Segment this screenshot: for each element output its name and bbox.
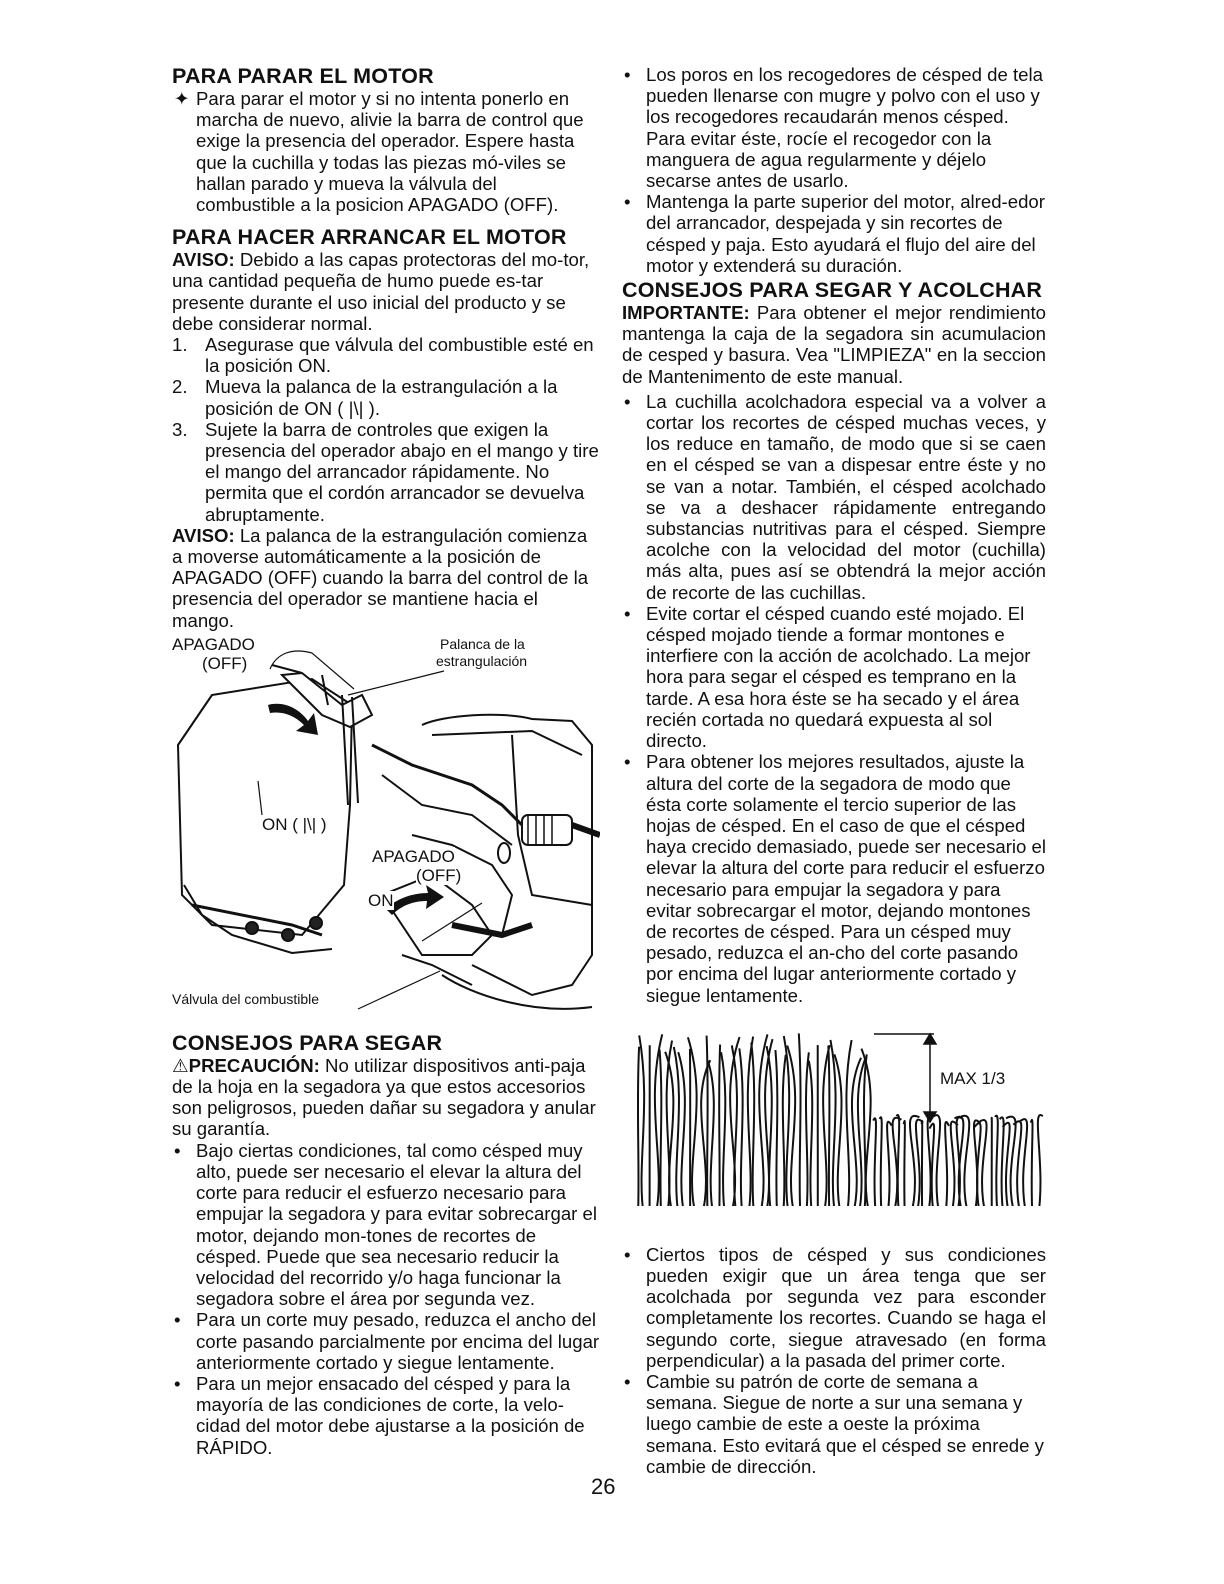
bullet-marker: • [624,1243,631,1265]
label-choke-lever-2: estrangulación [436,652,528,669]
max-third-label: MAX 1/3 [940,1068,1006,1088]
mowing-bullet-1: • Bajo ciertas condiciones, tal como césped muy alto, puede ser necesario el elevar la altura del corte para reducir el esfuerzo necesario para empujar la segadora y para evitar sobrecargar el motor, dejando mon-tones de recortes de césped. Puede que sea necesario reducir la velocidad del recorrido y/o haga funcionar la segadora sobre el área por segunda vez. [174,1139,598,1310]
grass-blade [799,1033,801,1216]
choke-lever-figure [172,635,600,1027]
grass-blade [751,1042,754,1215]
mowing-bullet-3: • Para un mejor ensacado del césped y para la mayoría de las condiciones de corte, la velo-cidad del motor debe ajustarse a la posición de RÁPIDO. [174,1372,585,1458]
grass-illustration [634,1026,1044,1222]
grass-blade [678,1052,685,1216]
label-apagado-top: APAGADO [172,634,255,654]
extra-bullet-1: • Ciertos tipos de césped y sus condiciones pueden exigir que un área tenga que ser acolchada por segunda vez para esconder completamente los recortes. Cuando se haga el segundo corte, siegue atravesado (en forma perpendicular) a la pasada del primer corte. [624,1243,1046,1371]
stop-engine-title: PARA PARAR EL MOTOR [172,64,434,88]
grass-blade [945,1122,949,1216]
grass-blade [721,1052,725,1216]
grass-height-figure [634,1026,1044,1222]
grass-blade [719,1044,720,1215]
grass-blade [960,1116,969,1216]
grass-blade [893,1117,902,1215]
left-column [172,64,600,1458]
start-notice-2: AVISO: La palanca de la estrangulación comienza a moverse automáticamente a la posición de APAGADO (OFF) cuando la barra del control de la presencia del operador se mantiene hacia el mango. [172,524,589,631]
mulch-bullet-1: • La cuchilla acolchadora especial va a volver a cortar los recortes de césped muchas veces, y los reduce en tamaño, de modo que si se caen en el césped se van a dispesar entre éste y no se van a notar. También, el césped acolchado se va a deshacer rápidamente entregando substancias nutritivas para el césped. Siempre acolche con la velocidad del motor (cuchilla) más alta, pues así se obtendrá la mejor acción de recorte de las cuchillas. [624,390,1046,603]
bullet-marker: • [624,602,631,624]
bullet-marker: • [624,1370,631,1392]
mulch-bullet-2: • Evite cortar el césped cuando esté mojado. El césped mojado tiende a formar montones e interfiere con la acción de acolchado. La mejor hora para segar el césped es temprano en la tarde. A esa hora éste se ha secado y el área recién cortada no quedará expuesta al sol directo. [624,602,1031,752]
label-off-mid: (OFF) [416,865,462,885]
grass-blade [701,1060,710,1216]
page-number: 26 [591,1474,616,1499]
mulch-bullet-3: • Para obtener los mejores resultados, ajuste la altura del corte de la segadora de modo que ésta corte solamente el tercio superior de las hojas de césped. En el caso de que el césped haya crecido demasiado, puede ser necesario el elevar la altura del corte para reducir el esfuerzo necesario para empujar la segadora y para evitar sobrecargar el motor, dejando montones de recortes de césped. Para un césped muy pesado, reduzca el an-cho del corte pasando por encima del lugar anteriormente cortado y siegue lentamente. [624,751,1047,1006]
stop-engine-text: Para parar el motor y si no intenta ponerlo en marcha de nuevo, alivie la barra de control que exige la presencia del operador. Espere hasta que la cuchilla y todas las piezas mó-viles se hallan parado y mueva la válvula del combustible a la posicion APAGADO (OFF). [196,88,584,216]
bullet-marker: • [624,751,631,773]
right-column [622,64,1046,1477]
stop-engine-bullet [172,88,600,215]
start-step-2: 2. Mueva la palanca de la estrangulación a la posición de ON ( |\| ). [172,376,558,419]
extra-bullet-2: • Cambie su patrón de corte de semana a semana. Siegue de norte a sur una semana y luego cambie de este a oeste la próxima semana. Esto evitará que el césped se enrede y cambie de dirección. [624,1370,1044,1477]
bullet-marker: • [624,390,631,412]
grass-blade [674,1047,679,1216]
grass-blade [638,1046,639,1215]
mowing-bullet-2: • Para un corte muy pesado, reduzca el ancho del corte pasando parcialmente por encima del lugar anteriormente cortado y siegue lentamente. [174,1309,600,1373]
label-apagado-mid: APAGADO [372,846,455,866]
mulch-important: IMPORTANTE: Para obtener el mejor rendimiento mantenga la caja de la segadora sin acumulacion de cesped y basura. Vea "LIMPIEZA" en la seccion de Mantenimento de este manual. [622,302,1046,387]
start-step-1: 1. Asegurase que válvula del combustible esté en la posición ON. [172,334,594,377]
grass-blade [904,1121,905,1216]
grass-blade [887,1122,892,1216]
bullet-marker: • [624,191,631,213]
grass-blade [828,1045,829,1215]
bullet-marker: • [174,1309,181,1331]
grass-blade [639,1035,644,1216]
mowing-caution: ⚠PRECAUCIÓN: No utilizar dispositivos anti-paja de la hoja en la segadora ya que estos accesorios son peligrosos, pueden dañar su segadora y anular su garantía. [172,1054,596,1140]
label-off-top: (OFF) [202,653,248,673]
grass-blade [830,1040,835,1216]
grass-blade [995,1115,998,1215]
grass-blade [708,1060,714,1215]
label-choke-lever: Palanca de la [440,635,525,652]
grass-blade [873,1118,876,1216]
grass-blade [739,1048,742,1216]
bagger-bullet-2: • Mantenga la parte superior del motor, alred-edor del arrancador, despejada y sin recortes de césped y paja. Esto ayudará el flujo del aire del motor y extenderá su duración. [624,191,1045,276]
grass-blade [861,1048,870,1215]
grass-blade [1000,1117,1004,1216]
grass-blade [783,1055,786,1216]
grass-blade [1031,1120,1033,1216]
grass-blade [1038,1115,1043,1216]
start-step-3: 3. Sujete la barra de controles que exigen la presencia del operador abajo en el mango y tire el mango del arrancador rápidamente. No permita que el cordón arrancador se devuelva abruptamente. [172,418,599,525]
grass-blade [660,1049,662,1215]
warning-icon: ⚠ [172,1054,189,1076]
mowing-tips-title: CONSEJOS PARA SEGAR [172,1030,443,1055]
grass-blade [846,1040,851,1216]
label-fuel-valve: Válvula del combustible [172,990,320,1007]
bagger-bullet-1: • Los poros en los recogedores de césped de tela pueden llenarse con mugre y polvo con el uso y los recogedores recaudarán menos césped. Para evitar éste, rocíe el recogedor con la manguera de agua regularmente y déjelo secarse antes de usarlo. [624,64,1043,192]
bullet-marker: • [174,1139,181,1161]
label-on-choke: ON ( |\| ) [262,814,327,834]
start-engine-title: PARA HACER ARRANCAR EL MOTOR [172,225,567,250]
grass-blade [922,1121,923,1216]
grass-blade [775,1050,777,1216]
grass-blade [806,1052,809,1216]
grass-blade [809,1060,812,1215]
grass-blade [978,1120,987,1216]
grass-blade [880,1117,882,1216]
label-on-valve: ON [368,890,394,910]
bullet-marker: ✦ [174,88,190,109]
engine-illustration [172,635,600,1027]
bullet-marker: • [624,64,631,85]
start-notice-1: AVISO: Debido a las capas protectoras del mo-tor, una cantidad pequeña de humo puede es-tar presente durante el uso inicial del producto y se debe considerar normal. [172,249,590,334]
mulch-tips-title: CONSEJOS PARA SEGAR Y ACOLCHAR [622,278,1043,303]
bullet-marker: • [174,1372,181,1394]
